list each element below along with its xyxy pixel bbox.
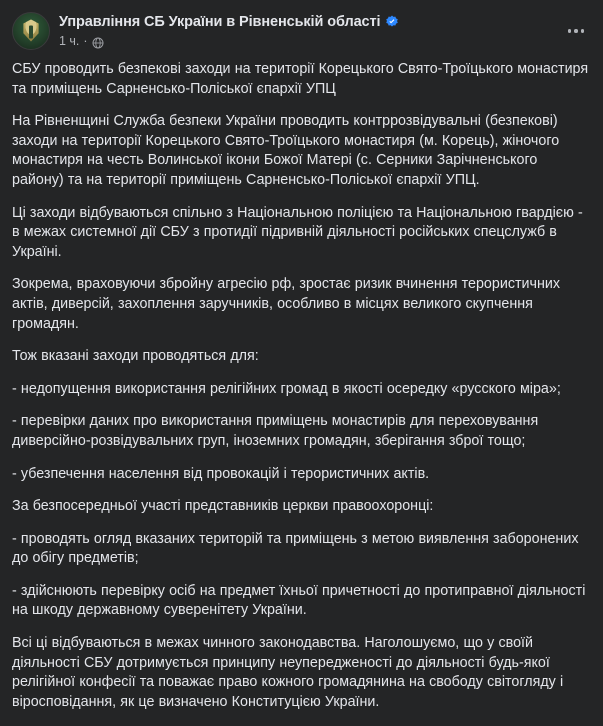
post-paragraph: Тож вказані заходи проводяться для: <box>12 348 259 365</box>
dot <box>568 29 572 33</box>
post-paragraph: Зокрема, враховуючи збройну агресію рф, зростає ризик вчинення терористичних актів, диверсій, захоплення заручників, особливо в місцях великого скупчення громадян. <box>12 276 560 332</box>
post-paragraph: На Рівненщині Служба безпеки України проводить контррозвідувальні (безпекові) заходи на території Корецького Свято-Троїцького монастиря (м. Корець), жіночого монастиря на честь Волинської ікони Божої Матері (с. Серники Зарічненського району) та на території приміщень Сарненсько-Поліської єпархії УПЦ. <box>12 113 560 188</box>
post-list-item: - недопущення використання релігійних громад в якості осередку «русского міра»; <box>12 380 561 397</box>
post-more-options-button[interactable] <box>561 16 591 46</box>
post-list-item: - здійснюють перевірку осіб на предмет їхньої причетності до протиправної діяльності на шкоду державному суверенітету України. <box>12 582 586 619</box>
post-paragraph: Ці заходи відбуваються спільно з Національною поліцією та Національною гвардією - в межах системної дії СБУ з протидії підривній діяльності російських спецслужб в Україні. <box>12 204 583 260</box>
post-meta-row <box>59 34 399 49</box>
post-timestamp[interactable]: 1 ч. <box>59 34 80 48</box>
dot <box>574 29 578 33</box>
page-name[interactable]: Управління СБ України в Рівненській області <box>59 14 381 30</box>
author-name-row <box>59 13 399 31</box>
meta-separator: · <box>83 34 88 48</box>
dot <box>581 29 585 33</box>
post-paragraph: СБУ проводить безпекові заходи на території Корецького Свято-Троїцького монастиря та приміщень Сарненсько-Поліської єпархії УПЦ <box>12 61 589 97</box>
post-paragraph: Всі ці відбуваються в межах чинного законодавства. Наголошуємо, що у своїй діяльності СБУ дотримується принципу неупередженості до діяльності будь-якої релігійної конфесії та поважає право кожного громадянина на свободу світогляду і віросповідання, як це визначено Конституцією України. <box>12 635 564 710</box>
verified-badge-icon <box>385 15 399 29</box>
avatar[interactable] <box>12 12 50 50</box>
post-author-block <box>59 12 399 49</box>
post-paragraph: За безпосередньої участі представників церкви правоохоронці: <box>12 498 434 515</box>
post-list-item: - проводять огляд вказаних територій та приміщень з метою виявлення заборонених до обігу предметів; <box>12 530 579 567</box>
post-list-item: - убезпечення населення від провокацій і терористичних актів. <box>12 465 430 482</box>
post-body <box>12 58 591 712</box>
globe-icon <box>92 36 104 48</box>
post-list-item: - перевірки даних про використання приміщень монастирів для переховування диверсійно-розвідувальних груп, іноземних громадян, зберігання зброї тощо; <box>12 413 539 449</box>
post-header <box>12 10 591 58</box>
